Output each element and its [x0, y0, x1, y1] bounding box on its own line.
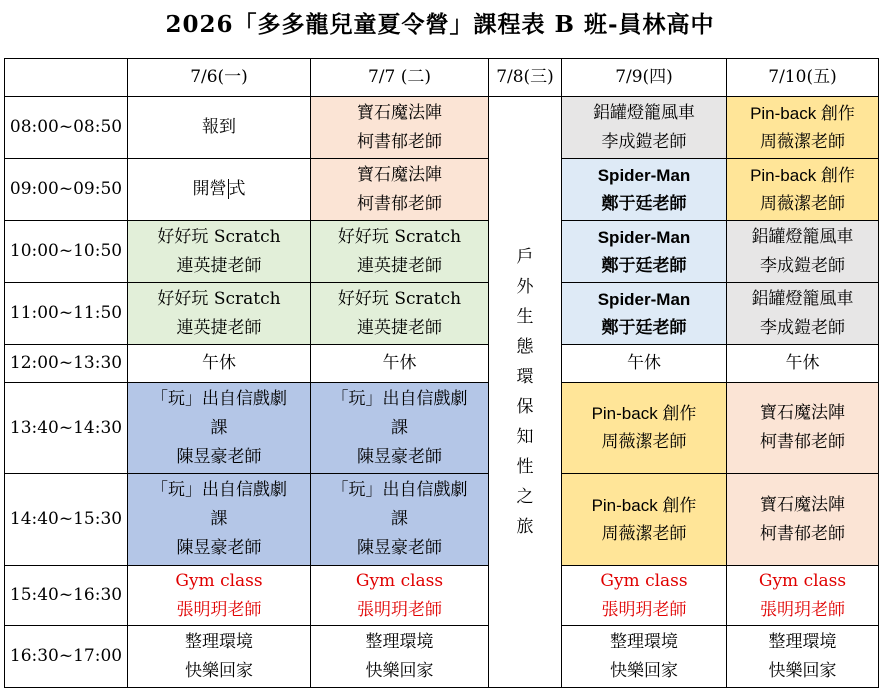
class-cell — [311, 566, 489, 626]
class-title: 寶石魔法陣 — [357, 102, 442, 123]
table-row — [5, 566, 879, 626]
class-title: 寶石魔法陣 — [357, 164, 442, 185]
teacher-name: 陳昱豪老師 — [176, 446, 262, 467]
table-row — [5, 221, 879, 283]
day-header-mon: 7/6(一) — [128, 59, 311, 97]
time-slot: 08:00~08:50 — [5, 97, 128, 159]
class-title: 午休 — [627, 353, 661, 373]
outdoor-char: 旅 — [516, 517, 534, 537]
table-row — [5, 345, 879, 383]
teacher-name: 李成鎧老師 — [760, 255, 845, 276]
teacher-name: 周薇潔老師 — [601, 523, 687, 544]
class-title: Pin-back 創作 — [591, 404, 697, 423]
teacher-name: 鄭于廷老師 — [601, 255, 687, 276]
class-cell — [128, 221, 311, 283]
class-cell — [311, 474, 489, 566]
class-title: 好好玩 Scratch — [337, 226, 462, 247]
class-title: 整理環境 — [185, 631, 253, 652]
teacher-name: 連英捷老師 — [176, 255, 262, 276]
class-title: Pin-back 創作 — [591, 495, 697, 515]
class-cell — [727, 283, 879, 345]
class-cell — [128, 345, 311, 383]
class-cell — [727, 566, 879, 626]
day-header-fri: 7/10(五) — [727, 59, 879, 97]
teacher-name: 柯書郁老師 — [760, 432, 845, 452]
class-title-cont: 課 — [391, 417, 408, 438]
class-title: 整理環境 — [768, 631, 837, 652]
class-title: Spider-Man — [597, 227, 691, 247]
class-title: 鋁罐燈籠風車 — [751, 288, 854, 309]
class-cell — [562, 283, 727, 345]
class-title: 整理環境 — [365, 631, 434, 652]
class-title: 午休 — [382, 353, 417, 373]
teacher-name: 張明玥老師 — [357, 599, 442, 620]
class-title: 鋁罐燈籠風車 — [751, 226, 854, 247]
class-cell — [562, 383, 727, 474]
class-cell — [128, 97, 311, 159]
class-title: Gym class — [600, 570, 688, 591]
time-slot: 15:40~16:30 — [5, 566, 128, 626]
day-header-wed: 7/8(三) — [489, 59, 562, 97]
class-title: 「玩」出自信戲劇 — [151, 388, 287, 409]
class-title-part: 式 — [228, 179, 246, 199]
page-title: 2026「多多龍兒童夏令營」課程表 B 班-員林高中 — [165, 11, 715, 38]
outdoor-char: 環 — [516, 367, 534, 387]
time-slot: 10:00~10:50 — [5, 221, 128, 283]
teacher-name: 連英捷老師 — [357, 317, 442, 338]
outdoor-char: 戶 — [516, 247, 534, 267]
teacher-name: 周薇潔老師 — [601, 432, 687, 452]
class-title: 「玩」出自信戲劇 — [151, 480, 287, 500]
class-cell — [562, 221, 727, 283]
class-title: 午休 — [202, 353, 236, 373]
class-title-cont: 課 — [210, 509, 228, 529]
teacher-name: 張明玥老師 — [601, 599, 687, 620]
class-cell — [727, 626, 879, 688]
class-cell — [727, 159, 879, 221]
class-cell — [311, 283, 489, 345]
teacher-name: 周薇潔老師 — [760, 193, 845, 214]
class-title: 午休 — [785, 353, 820, 373]
class-title: 好好玩 Scratch — [337, 288, 462, 309]
class-cell — [727, 474, 879, 566]
table-row — [5, 383, 879, 474]
teacher-name: 陳昱豪老師 — [357, 538, 442, 558]
class-title-cont: 快樂回家 — [610, 660, 678, 681]
day-header-thu: 7/9(四) — [562, 59, 727, 97]
outdoor-trip-cell — [489, 97, 562, 688]
class-cell — [311, 97, 489, 159]
class-cell — [727, 345, 879, 383]
table-row — [5, 474, 879, 566]
teacher-name: 柯書郁老師 — [760, 523, 845, 544]
time-slot: 16:30~17:00 — [5, 626, 128, 688]
outdoor-char: 知 — [516, 427, 534, 447]
teacher-name: 周薇潔老師 — [760, 131, 845, 152]
teacher-name: 李成鎧老師 — [760, 317, 845, 338]
class-title: 好好玩 Scratch — [157, 288, 281, 309]
header-corner — [5, 59, 128, 97]
time-slot: 12:00~13:30 — [5, 345, 128, 383]
class-title: Gym class — [175, 570, 263, 591]
time-slot: 14:40~15:30 — [5, 474, 128, 566]
outdoor-char: 生 — [516, 307, 534, 327]
class-cell — [128, 159, 311, 221]
class-title: 「玩」出自信戲劇 — [331, 388, 468, 409]
teacher-name: 鄭于廷老師 — [601, 193, 687, 214]
class-cell — [562, 566, 727, 626]
class-title: 好好玩 Scratch — [157, 226, 281, 247]
class-cell — [311, 345, 489, 383]
class-cell — [562, 345, 727, 383]
class-title: 整理環境 — [610, 631, 678, 652]
teacher-name: 陳昱豪老師 — [357, 446, 442, 467]
class-cell — [311, 159, 489, 221]
teacher-name: 柯書郁老師 — [357, 131, 442, 152]
class-cell — [128, 383, 311, 474]
class-title: 寶石魔法陣 — [760, 494, 845, 515]
outdoor-char: 態 — [516, 337, 534, 357]
header-row — [5, 59, 879, 97]
class-title: Pin-back 創作 — [750, 165, 855, 185]
teacher-name: 連英捷老師 — [357, 255, 442, 276]
time-slot: 11:00~11:50 — [5, 283, 128, 345]
class-title: 寶石魔法陣 — [760, 403, 845, 423]
class-cell — [311, 221, 489, 283]
class-title: 鋁罐燈籠風車 — [593, 102, 695, 123]
class-title-cont: 課 — [210, 417, 228, 438]
class-title-cont: 快樂回家 — [768, 660, 837, 681]
table-row — [5, 626, 879, 688]
class-title-cont: 課 — [391, 509, 408, 529]
class-title-cont: 快樂回家 — [185, 660, 253, 681]
class-cell — [128, 566, 311, 626]
class-title: Gym class — [355, 570, 444, 591]
teacher-name: 柯書郁老師 — [357, 193, 442, 214]
teacher-name: 鄭于廷老師 — [601, 317, 687, 338]
class-cell — [727, 97, 879, 159]
class-cell — [562, 159, 727, 221]
time-slot: 13:40~14:30 — [5, 383, 128, 474]
teacher-name: 張明玥老師 — [176, 599, 262, 620]
class-title: Gym class — [758, 570, 847, 591]
class-cell — [128, 283, 311, 345]
class-title: Pin-back 創作 — [750, 103, 855, 123]
outdoor-char: 之 — [516, 487, 534, 507]
class-title-cont: 快樂回家 — [365, 660, 434, 681]
outdoor-char: 保 — [516, 397, 534, 417]
class-cell — [727, 221, 879, 283]
class-title-part: 開營 — [192, 179, 227, 199]
teacher-name: 陳昱豪老師 — [176, 538, 262, 558]
class-cell — [727, 383, 879, 474]
class-title: 報到 — [202, 117, 236, 137]
class-cell — [562, 97, 727, 159]
class-title — [128, 175, 310, 204]
table-row — [5, 97, 879, 159]
class-title: Spider-Man — [597, 289, 691, 309]
day-header-tue: 7/7 (二) — [311, 59, 489, 97]
table-row — [5, 283, 879, 345]
class-title: Spider-Man — [597, 165, 691, 185]
class-title: 「玩」出自信戲劇 — [331, 480, 468, 500]
teacher-name: 張明玥老師 — [760, 599, 845, 620]
table-row — [5, 159, 879, 221]
class-cell — [311, 383, 489, 474]
outdoor-char: 性 — [516, 457, 534, 477]
class-cell — [128, 474, 311, 566]
outdoor-trip-text — [511, 242, 539, 542]
outdoor-char: 外 — [516, 277, 534, 297]
teacher-name: 李成鎧老師 — [601, 131, 687, 152]
class-cell — [562, 474, 727, 566]
class-cell — [311, 626, 489, 688]
teacher-name: 連英捷老師 — [176, 317, 262, 338]
time-slot: 09:00~09:50 — [5, 159, 128, 221]
schedule-table — [4, 58, 879, 688]
class-cell — [128, 626, 311, 688]
class-cell — [562, 626, 727, 688]
